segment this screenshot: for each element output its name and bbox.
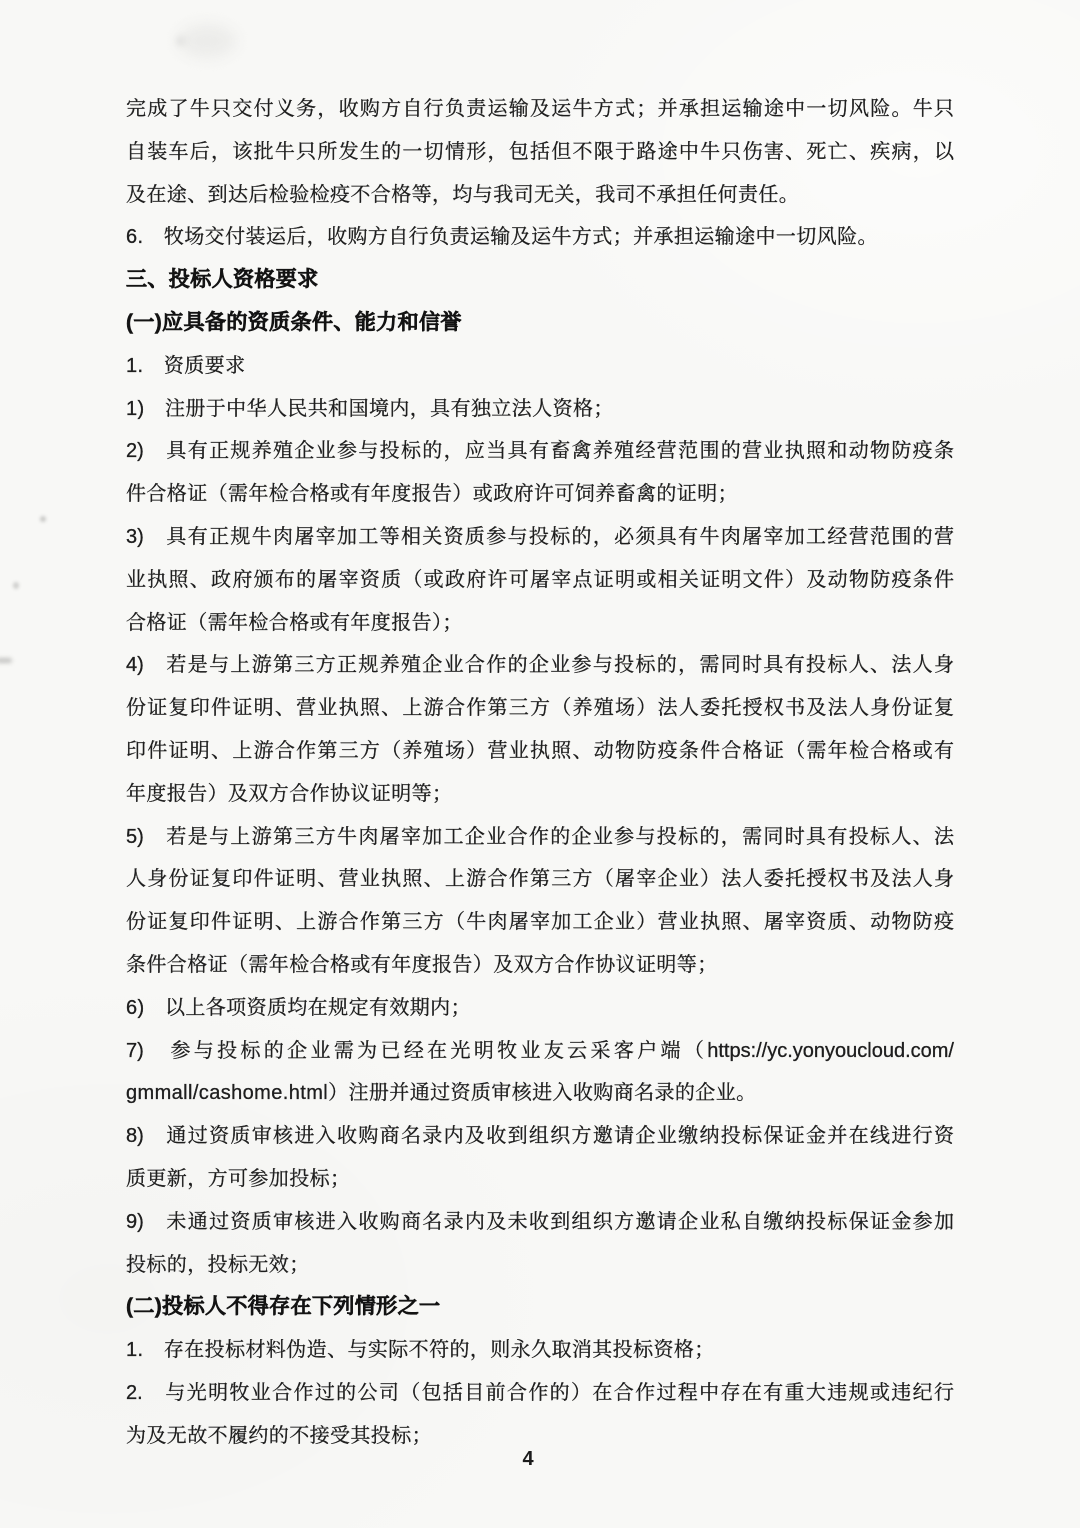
heading-line: 三、投标人资格要求	[126, 268, 319, 292]
text-line: 2) 具有正规养殖企业参与投标的，应当具有畜禽养殖经营范围的营业执照和动物防疫条	[126, 440, 954, 463]
text-line: 质更新，方可参加投标；	[126, 1167, 351, 1190]
text-line: 投标的，投标无效；	[126, 1253, 310, 1276]
text-line: 份证复印件证明、上游合作第三方（牛肉屠宰加工企业）营业执照、屠宰资质、动物防疫	[126, 911, 954, 934]
text-line: 条件合格证（需年检合格或有年度报告）及双方合作协议证明等；	[126, 953, 718, 976]
text-line: 业执照、政府颁布的屠宰资质（或政府许可屠宰点证明或相关证明文件）及动物防疫条件	[126, 568, 954, 591]
scan-smudge	[178, 24, 236, 58]
text-line: 9) 未通过资质审核进入收购商名录内及未收到组织方邀请企业私自缴纳投标保证金参加	[126, 1210, 954, 1233]
text-line: 印件证明、上游合作第三方（养殖场）营业执照、动物防疫条件合格证（需年检合格或有	[126, 739, 954, 762]
text-line: 1. 资质要求	[126, 354, 246, 377]
text-line: 1) 注册于中华人民共和国境内，具有独立法人资格；	[126, 397, 614, 420]
text-line: 合格证（需年检合格或有年度报告）；	[126, 611, 463, 634]
text-line: 1. 存在投标材料伪造、与实际不符的，则永久取消其投标资格；	[126, 1339, 715, 1362]
text-line: 人身份证复印件证明、营业执照、上游合作第三方（屠宰企业）法人委托授权书及法人身	[126, 868, 954, 891]
text-line: 为及无故不履约的不接受其投标；	[126, 1424, 432, 1447]
scan-speck	[13, 582, 19, 589]
text-line: 自装车后，该批牛只所发生的一切情形，包括但不限于路途中牛只伤害、死亡、疾病，以	[126, 140, 954, 163]
text-line: 6) 以上各项资质均在规定有效期内；	[126, 996, 471, 1019]
text-line: 6. 牧场交付装运后，收购方自行负责运输及运牛方式；并承担运输途中一切风险。	[126, 226, 878, 249]
document-body	[126, 88, 954, 1458]
text-line: 5) 若是与上游第三方牛肉屠宰加工企业合作的企业参与投标的，需同时具有投标人、法	[126, 825, 954, 848]
scan-smudge	[176, 36, 186, 46]
scan-speck	[40, 516, 46, 522]
text-line: 份证复印件证明、营业执照、上游合作第三方（养殖场）法人委托授权书及法人身份证复	[126, 697, 954, 720]
text-line: 7) 参与投标的企业需为已经在光明牧业友云采客户端（https://yc.yonyoucloud.com/	[126, 1039, 954, 1062]
text-line: 及在途、到达后检验检疫不合格等，均与我司无关，我司不承担任何责任。	[126, 183, 800, 206]
text-line: 2. 与光明牧业合作过的公司（包括目前合作的）在合作过程中存在有重大违规或违纪行	[126, 1381, 954, 1404]
text-line: 件合格证（需年检合格或有年度报告）或政府许可饲养畜禽的证明；	[126, 483, 738, 506]
heading-line: (二)投标人不得存在下列情形之一	[126, 1295, 441, 1319]
heading-line: (一)应具备的资质条件、能力和信誉	[126, 310, 462, 334]
text-line: 8) 通过资质审核进入收购商名录内及收到组织方邀请企业缴纳投标保证金并在线进行资	[126, 1125, 954, 1148]
scan-speck	[0, 658, 12, 663]
text-line: gmmall/cashome.html）注册并通过资质审核进入收购商名录的企业。	[126, 1082, 757, 1105]
text-line: 4) 若是与上游第三方正规养殖企业合作的企业参与投标的，需同时具有投标人、法人身	[126, 654, 954, 677]
page-number: 4	[522, 1448, 534, 1470]
text-line: 年度报告）及双方合作协议证明等；	[126, 782, 453, 805]
text-line: 3) 具有正规牛肉屠宰加工等相关资质参与投标的，必须具有牛肉屠宰加工经营范围的营	[126, 525, 954, 548]
text-line: 完成了牛只交付义务，收购方自行负责运输及运牛方式；并承担运输途中一切风险。牛只	[126, 98, 954, 120]
